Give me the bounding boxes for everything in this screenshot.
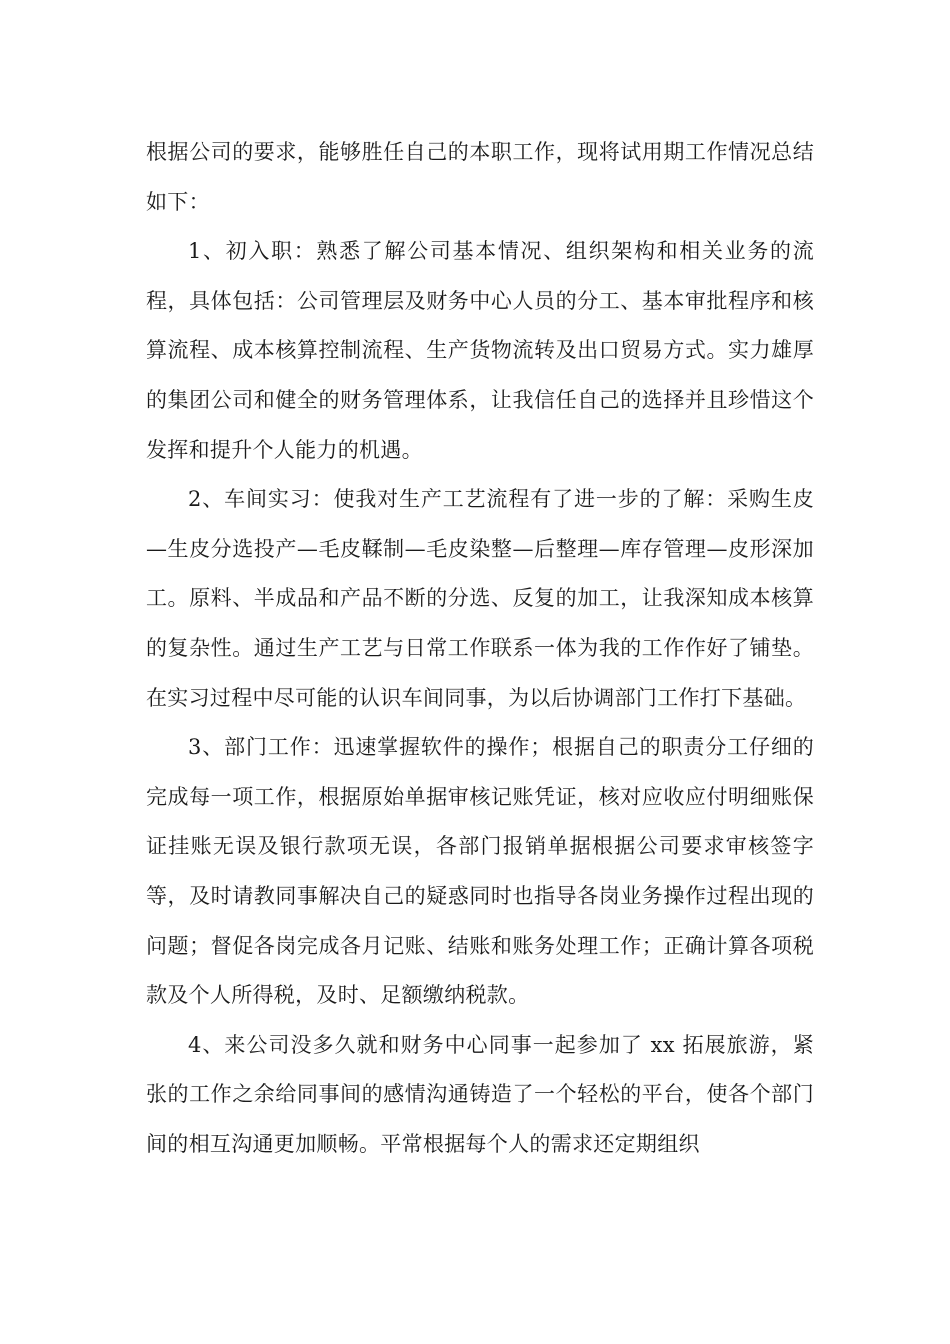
document-body <box>146 128 814 1169</box>
paragraph-intro: 根据公司的要求，能够胜任自己的本职工作，现将试用期工作情况总结如下： <box>146 140 814 214</box>
paragraph-item-4: 4、来公司没多久就和财务中心同事一起参加了 xx 拓展旅游，紧张的工作之余给同事间的感情沟通铸造了一个轻松的平台，使各个部门间的相互沟通更加顺畅。平常根据每个人的需求还定期组织 <box>146 1032 814 1156</box>
paragraph-item-3: 3、部门工作：迅速掌握软件的操作；根据自己的职责分工仔细的完成每一项工作，根据原始单据审核记账凭证，核对应收应付明细账保证挂账无误及银行款项无误，各部门报销单据根据公司要求审核签字等，及时请教同事解决自己的疑惑同时也指导各岗业务操作过程出现的问题；督促各岗完成各月记账、结账和账务处理工作；正确计算各项税款及个人所得税，及时、足额缴纳税款。 <box>146 735 814 1008</box>
paragraph-item-1: 1、初入职：熟悉了解公司基本情况、组织架构和相关业务的流程，具体包括：公司管理层及财务中心人员的分工、基本审批程序和核算流程、成本核算控制流程、生产货物流转及出口贸易方式。实力雄厚的集团公司和健全的财务管理体系，让我信任自己的选择并且珍惜这个发挥和提升个人能力的机遇。 <box>146 239 814 462</box>
paragraph-item-2: 2、车间实习：使我对生产工艺流程有了进一步的了解：采购生皮—生皮分选投产—毛皮鞣制—毛皮染整—后整理—库存管理—皮形深加工。原料、半成品和产品不断的分选、反复的加工，让我深知成本核算的复杂性。通过生产工艺与日常工作联系一体为我的工作作好了铺垫。在实习过程中尽可能的认识车间同事，为以后协调部门工作打下基础。 <box>146 487 814 710</box>
